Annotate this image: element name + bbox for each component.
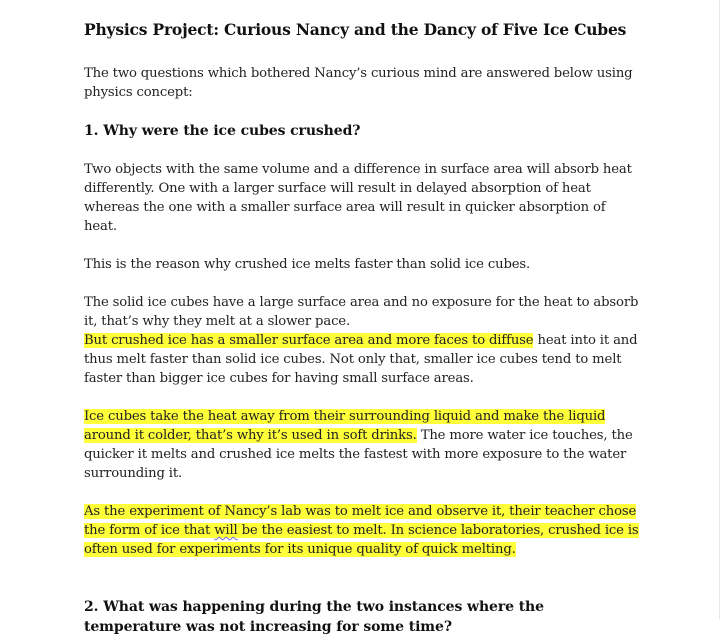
solid-ice-text: The solid ice cubes have a large surface area and no exposure for the heat to absorb it, that’s why they melt at a slower pace. <box>84 295 639 329</box>
paragraph-surface-area: Two objects with the same volume and a difference in surface area will absorb heat differently. One with a larger surface will result in delayed absorption of heat whereas the one with a smaller surface area will result in quicker absorption of heat. <box>84 162 632 234</box>
question-2-heading: 2. What was happening during the two instances where the temperature was not increasing for some time? <box>84 599 544 635</box>
document-body <box>84 20 639 637</box>
paragraph-lab-experiment <box>84 502 639 559</box>
paragraph-text: heat into it and thus melt faster than solid ice cubes. Not only that, smaller ice cubes tend to melt faster than bigger ice cubes for having small surface areas. <box>84 333 638 386</box>
intro-paragraph: The two questions which bothered Nancy’s curious mind are answered below using physics concept: <box>84 66 633 100</box>
paragraph-solid-vs-crushed <box>84 293 639 388</box>
highlighted-text: Ice cubes take the heat away from their surrounding liquid and make the liquid around it colder, that’s why it’s used in soft drinks. <box>84 409 606 443</box>
question-1-heading: 1. Why were the ice cubes crushed? <box>84 123 361 139</box>
paragraph-soft-drinks <box>84 407 639 483</box>
grammar-flag[interactable]: will <box>214 523 238 538</box>
highlighted-text-part: be the easiest to melt. In science laboratories, crushed ice is often used for experiments for its unique quality of quick melting. <box>84 523 639 557</box>
document-title: Physics Project: Curious Nancy and the Dancy of Five Ice Cubes <box>84 20 627 39</box>
highlighted-text <box>84 504 639 557</box>
highlighted-text: But crushed ice has a smaller surface area and more faces to diffuse <box>84 333 534 348</box>
paragraph-reason: This is the reason why crushed ice melts faster than solid ice cubes. <box>84 257 531 272</box>
paragraph-text: The more water ice touches, the quicker it melts and crushed ice melts the fastest with more exposure to the water surrounding it. <box>84 428 633 481</box>
highlighted-text-part: As the experiment of Nancy’s lab was to melt ice and observe it, their teacher chose the form of ice that <box>84 504 637 538</box>
